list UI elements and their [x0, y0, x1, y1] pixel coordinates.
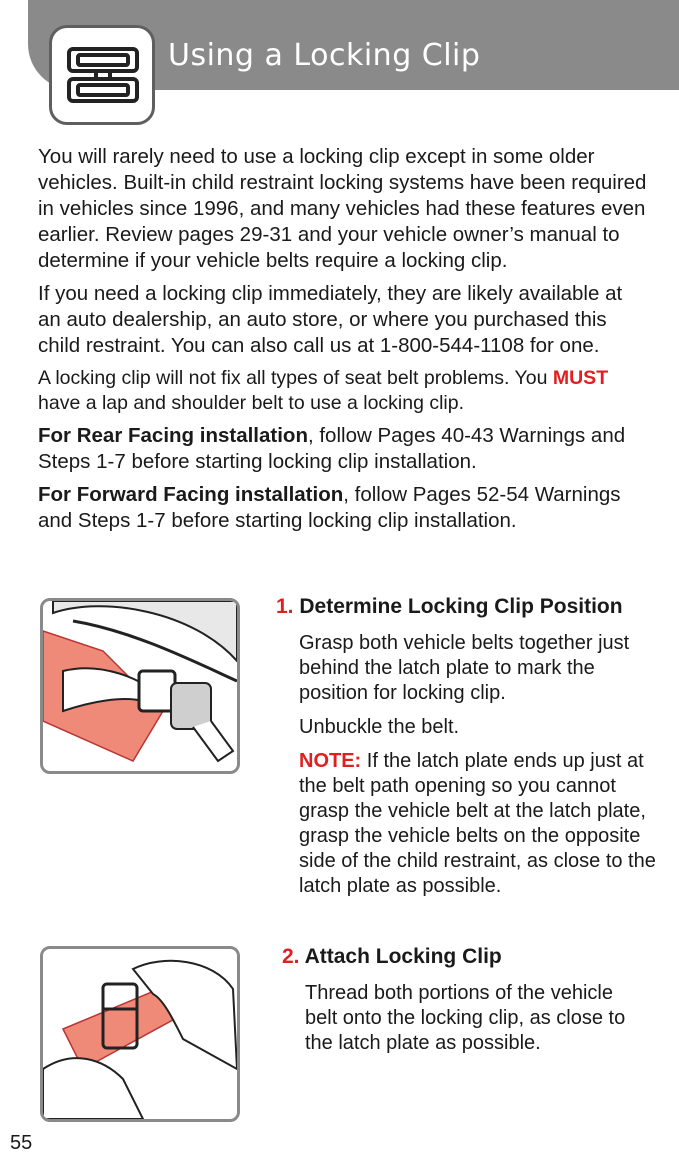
forward-facing-text: , follow Pages 52-54 Warnings and Steps 1-7 before starting locking clip installation.	[38, 483, 621, 532]
step-1-note	[299, 749, 656, 899]
page-number: 55	[10, 1132, 33, 1154]
intro-p3-start: A locking clip will not fix all types of seat belt problems. You	[38, 367, 553, 389]
page-title: Using a Locking Clip	[168, 38, 481, 73]
note-text: If the latch plate ends up just at the belt path opening so you cannot grasp the vehicle belt at the latch plate, grasp the vehicle belts on the opposite side of the child restraint, as close to the latch plate as possible.	[299, 750, 656, 897]
note-label: NOTE:	[299, 750, 362, 772]
intro-paragraph-3	[38, 366, 648, 416]
intro-paragraph-5	[38, 482, 648, 534]
header-icon-box	[49, 25, 155, 125]
intro-paragraph-2: If you need a locking clip immediately, they are likely available at an auto dealership, an auto store, or where you purchased this child restraint. You can also call us at 1-800-544-1108 for one.	[38, 282, 623, 357]
must-emphasis: MUST	[552, 367, 609, 389]
intro-text	[38, 144, 648, 541]
step-1-paragraph-2: Unbuckle the belt.	[299, 716, 460, 738]
intro-paragraph-4	[38, 423, 648, 475]
step-1-number: 1.	[276, 595, 294, 618]
step-1-paragraph-1: Grasp both vehicle belts together just behind the latch plate to mark the position for locking clip.	[299, 632, 630, 704]
step-1-heading	[276, 594, 656, 619]
step-1-illustration	[40, 598, 240, 774]
step-2-title: Attach Locking Clip	[304, 945, 502, 968]
step-2-heading	[282, 944, 642, 969]
locking-clip-icon	[66, 45, 140, 105]
step-2	[282, 944, 642, 1065]
step-2-number: 2.	[282, 945, 300, 968]
rear-facing-text: , follow Pages 40-43 Warnings and Steps 1-7 before starting locking clip installation.	[38, 424, 626, 473]
intro-p3-end: have a lap and shoulder belt to use a locking clip.	[38, 392, 465, 414]
step-2-paragraph-1: Thread both portions of the vehicle belt onto the locking clip, as close to the latch plate as possible.	[305, 982, 626, 1054]
step-1-title: Determine Locking Clip Position	[299, 595, 623, 618]
rear-facing-label: For Rear Facing installation	[38, 424, 308, 447]
intro-paragraph-1: You will rarely need to use a locking clip except in some older vehicles. Built-in child restraint locking systems have been required in vehicles since 1996, and many vehicles had these features even earlier. Review pages 29-31 and your vehicle owner’s manual to determine if your vehicle belts require a locking clip.	[38, 145, 647, 272]
step-1	[276, 594, 656, 908]
step-2-illustration	[40, 946, 240, 1122]
forward-facing-label: For Forward Facing installation	[38, 483, 344, 506]
